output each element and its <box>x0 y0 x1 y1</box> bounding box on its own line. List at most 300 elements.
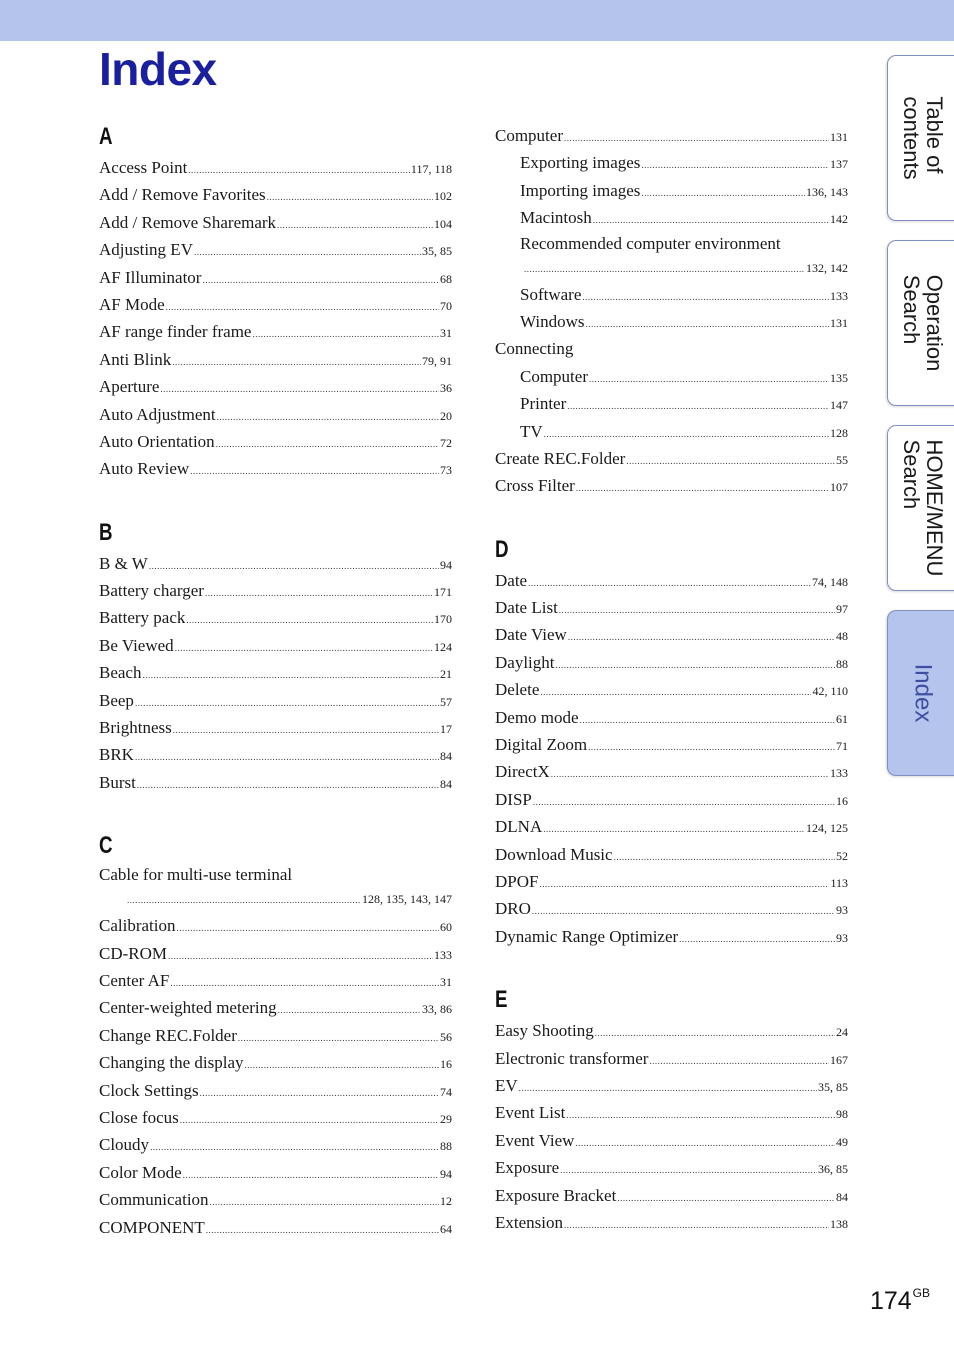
tab-home-menu-search[interactable] <box>887 425 954 591</box>
entry-page-ref[interactable]: 72 <box>440 435 452 450</box>
entry-page-ref[interactable]: 88 <box>836 656 848 671</box>
entry-label: Battery pack <box>99 608 186 628</box>
index-entry[interactable] <box>495 232 848 255</box>
entry-label: Change REC.Folder <box>99 1025 237 1045</box>
index-entry[interactable] <box>495 676 848 703</box>
dot-leader <box>172 349 421 376</box>
dot-leader <box>617 1185 835 1212</box>
index-entry[interactable] <box>99 769 452 796</box>
entry-label: Add / Remove Sharemark <box>99 212 277 232</box>
dot-leader <box>176 915 439 942</box>
dot-leader <box>582 284 829 311</box>
entry-label: Digital Zoom <box>495 735 588 755</box>
entry-page-ref[interactable]: 84 <box>440 749 452 764</box>
entry-label: Software <box>520 284 582 304</box>
entry-page-ref[interactable]: 98 <box>836 1107 848 1122</box>
entry-label: Exposure Bracket <box>495 1185 617 1205</box>
index-entry[interactable] <box>99 577 452 604</box>
dot-leader <box>588 734 835 761</box>
section-letter: E <box>495 986 508 1014</box>
dot-leader <box>533 789 835 816</box>
index-entry[interactable] <box>495 1099 848 1126</box>
index-entry[interactable] <box>99 1186 452 1213</box>
index-entry[interactable] <box>99 863 452 886</box>
index-entry[interactable] <box>495 567 848 594</box>
section-letter: C <box>99 832 113 860</box>
entry-page-ref[interactable]: 73 <box>440 463 452 478</box>
entry-page-ref[interactable]: 29 <box>440 1111 452 1126</box>
entry-page-ref[interactable]: 17 <box>440 722 452 737</box>
index-entry[interactable] <box>495 1182 848 1209</box>
entry-label: Cable for multi-use terminal <box>99 865 293 885</box>
header-bar <box>0 0 954 41</box>
entry-label: Delete <box>495 680 540 700</box>
index-entry[interactable] <box>99 401 452 428</box>
entry-label: Center-weighted metering <box>99 998 277 1018</box>
entry-page-ref[interactable]: 88 <box>440 1139 452 1154</box>
entry-label: Beach <box>99 663 142 683</box>
entry-page-ref[interactable]: 24 <box>836 1025 848 1040</box>
dot-leader <box>524 256 805 282</box>
dot-leader <box>539 871 829 898</box>
dot-leader <box>278 997 421 1024</box>
entry-label: Electronic transformer <box>495 1048 649 1068</box>
dot-leader <box>142 662 439 689</box>
index-entry[interactable] <box>495 868 848 895</box>
entry-page-ref[interactable]: 84 <box>440 776 452 791</box>
dot-leader <box>183 1162 439 1189</box>
dot-leader <box>595 1020 835 1047</box>
dot-leader <box>641 180 805 207</box>
tab-index[interactable] <box>887 610 954 776</box>
dot-leader <box>576 475 829 502</box>
entry-label: Connecting <box>495 339 574 359</box>
entry-label: DPOF <box>495 871 539 891</box>
index-entry-pages[interactable] <box>99 886 452 912</box>
dot-leader <box>593 207 829 234</box>
dot-leader <box>170 970 439 997</box>
entry-page-ref[interactable]: 94 <box>440 557 452 572</box>
tab-table-of-contents-label: Table of contents <box>899 96 947 180</box>
entry-label: EV <box>495 1075 518 1095</box>
dot-leader <box>180 1107 439 1134</box>
dot-leader <box>614 844 835 871</box>
entry-label: Clock Settings <box>99 1080 199 1100</box>
index-entry[interactable] <box>495 1017 848 1044</box>
entry-page-ref[interactable]: 31 <box>440 974 452 989</box>
section-letter: B <box>99 518 113 546</box>
entry-label: Event List <box>495 1103 566 1123</box>
index-entry[interactable] <box>495 445 848 472</box>
entry-label: Easy Shooting <box>495 1021 594 1041</box>
index-entry[interactable] <box>495 281 848 308</box>
entry-page-ref[interactable]: 79, 91 <box>422 353 452 368</box>
section-letter: A <box>99 123 113 150</box>
entry-page-ref[interactable]: 131 <box>830 130 848 144</box>
entry-label: Daylight <box>495 652 555 672</box>
entry-label: AF Mode <box>99 294 165 314</box>
entry-page-ref[interactable]: 131 <box>830 315 848 330</box>
entry-label: Printer <box>520 394 567 414</box>
index-entry[interactable] <box>495 122 848 149</box>
index-entry[interactable] <box>495 649 848 676</box>
entry-page-ref[interactable]: 52 <box>836 848 848 863</box>
entry-label: Add / Remove Favorites <box>99 185 266 205</box>
dot-leader <box>202 267 439 294</box>
entry-page-ref[interactable]: 33, 86 <box>422 1002 452 1017</box>
index-entry[interactable] <box>99 209 452 236</box>
entry-label: Cross Filter <box>495 476 575 496</box>
entry-label: Date <box>495 570 528 590</box>
index-entry[interactable] <box>99 1022 452 1049</box>
dot-leader <box>205 580 433 607</box>
entry-label: Battery charger <box>99 581 204 601</box>
index-entry[interactable] <box>99 659 452 686</box>
entry-label: Create REC.Folder <box>495 448 626 468</box>
entry-page-ref[interactable]: 147 <box>830 398 848 413</box>
entry-label: Calibration <box>99 916 176 936</box>
entry-label: Date View <box>495 625 567 645</box>
index-column-right <box>495 122 848 1236</box>
dot-leader <box>543 816 805 843</box>
entry-page-ref[interactable]: 16 <box>836 793 848 808</box>
entry-page-ref[interactable]: 124 <box>434 639 452 654</box>
entry-label: Auto Orientation <box>99 431 215 451</box>
entry-label: Close focus <box>99 1107 179 1127</box>
index-entry[interactable] <box>99 1077 452 1104</box>
dot-leader <box>559 597 835 624</box>
index-entry[interactable] <box>99 967 452 994</box>
dot-leader <box>551 761 829 788</box>
dot-leader <box>567 393 829 420</box>
index-entry[interactable] <box>495 786 848 813</box>
dot-leader <box>277 212 433 239</box>
index-entry[interactable] <box>495 363 848 390</box>
dot-leader <box>528 570 811 597</box>
index-entry[interactable] <box>99 550 452 577</box>
entry-page-ref[interactable]: 64 <box>440 1221 452 1236</box>
dot-leader <box>210 1189 439 1216</box>
dot-leader <box>135 744 439 771</box>
entry-label: DRO <box>495 899 531 919</box>
entry-label: Event View <box>495 1130 575 1150</box>
dot-leader <box>150 1134 439 1161</box>
dot-leader <box>160 376 439 403</box>
entry-page-ref[interactable]: 60 <box>440 920 452 935</box>
tab-index-label: Index <box>909 663 937 723</box>
dot-leader <box>585 311 829 338</box>
entry-label: Computer <box>495 126 563 145</box>
dot-leader <box>589 366 829 393</box>
index-column-left <box>99 120 452 1241</box>
entry-label: Color Mode <box>99 1162 182 1182</box>
entry-page-ref[interactable]: 42, 110 <box>812 684 848 699</box>
dot-leader <box>137 772 439 799</box>
dot-leader <box>188 157 410 184</box>
index-entry[interactable] <box>99 994 452 1021</box>
entry-label: Anti Blink <box>99 349 172 369</box>
entry-label: Center AF <box>99 970 170 990</box>
dot-leader <box>217 404 439 431</box>
entry-page-ref[interactable]: 128, 135, 143, 147 <box>362 892 452 907</box>
entry-page-ref[interactable]: 35, 85 <box>422 244 452 259</box>
index-entry[interactable] <box>99 687 452 714</box>
dot-leader <box>166 294 439 321</box>
dot-leader <box>200 1080 439 1107</box>
dot-leader <box>564 1212 829 1239</box>
index-entry-pages[interactable] <box>495 255 848 281</box>
section-letter: D <box>495 535 509 563</box>
dot-leader <box>679 926 835 953</box>
dot-leader <box>575 1130 835 1157</box>
entry-label: Cloudy <box>99 1135 150 1155</box>
entry-page-ref[interactable]: 36, 85 <box>818 1162 848 1177</box>
entry-label: Date List <box>495 598 558 618</box>
dot-leader <box>238 1025 439 1052</box>
entry-page-ref[interactable]: 68 <box>440 271 452 286</box>
entry-label: Beep <box>99 690 134 710</box>
entry-page-ref[interactable]: 12 <box>440 1194 452 1209</box>
entry-page-ref[interactable]: 21 <box>440 667 452 682</box>
entry-page-ref[interactable]: 49 <box>836 1134 848 1149</box>
dot-leader <box>540 679 811 706</box>
index-entry[interactable] <box>495 472 848 499</box>
index-entry[interactable] <box>99 236 452 263</box>
index-entry[interactable] <box>495 1127 848 1154</box>
entry-page-ref[interactable]: 142 <box>830 212 848 227</box>
dot-leader <box>216 431 439 458</box>
dot-leader <box>175 635 433 662</box>
entry-page-ref[interactable]: 74, 148 <box>812 574 848 589</box>
index-entry[interactable] <box>495 390 848 417</box>
dot-leader <box>127 887 361 913</box>
tab-table-of-contents[interactable] <box>887 55 954 221</box>
entry-label: Changing the display <box>99 1053 244 1073</box>
index-entry[interactable] <box>495 1045 848 1072</box>
index-entry[interactable] <box>495 923 848 950</box>
entry-label: Importing images <box>520 180 641 200</box>
index-entry[interactable] <box>495 841 848 868</box>
entry-label: Macintosh <box>520 208 592 228</box>
entry-label: Computer <box>520 366 588 386</box>
entry-page-ref[interactable]: 57 <box>440 694 452 709</box>
dot-leader <box>556 652 836 679</box>
index-entry[interactable] <box>99 912 452 939</box>
entry-page-ref[interactable]: 94 <box>440 1166 452 1181</box>
entry-page-ref[interactable]: 61 <box>836 711 848 726</box>
entry-page-ref[interactable]: 133 <box>434 947 452 962</box>
entry-label: Download Music <box>495 844 613 864</box>
index-entry[interactable] <box>99 373 452 400</box>
index-entry[interactable] <box>99 1049 452 1076</box>
entry-label: Adjusting EV <box>99 240 193 260</box>
entry-page-ref[interactable]: 97 <box>836 602 848 617</box>
dot-leader <box>519 1075 817 1102</box>
entry-page-ref[interactable]: 71 <box>836 739 848 754</box>
index-entry[interactable] <box>495 594 848 621</box>
entry-page-ref[interactable]: 102 <box>434 189 452 204</box>
entry-page-ref[interactable]: 104 <box>434 216 452 231</box>
entry-page-ref[interactable]: 113 <box>830 875 848 890</box>
entry-label: B & W <box>99 553 148 573</box>
index-entry[interactable] <box>99 741 452 768</box>
dot-leader <box>568 624 835 651</box>
entry-label: Dynamic Range Optimizer <box>495 926 679 946</box>
dot-leader <box>566 1102 835 1129</box>
index-entry[interactable] <box>99 264 452 291</box>
dot-leader <box>580 707 835 734</box>
entry-label: Brightness <box>99 718 172 738</box>
dot-leader <box>649 1048 829 1075</box>
index-entry[interactable] <box>495 335 848 362</box>
index-entry[interactable] <box>495 704 848 731</box>
entry-page-ref[interactable]: 170 <box>434 612 452 627</box>
index-entry[interactable] <box>495 731 848 758</box>
entry-label: Exposure <box>495 1158 560 1178</box>
index-entry[interactable] <box>495 813 848 840</box>
section-gap <box>99 483 452 510</box>
index-entry[interactable] <box>99 154 452 181</box>
entry-page-ref[interactable]: 132, 142 <box>806 260 848 275</box>
entry-label: BRK <box>99 745 134 765</box>
dot-leader <box>532 898 835 925</box>
entry-page-ref[interactable]: 84 <box>836 1189 848 1204</box>
index-entry[interactable] <box>495 1154 848 1181</box>
entry-page-ref[interactable]: 171 <box>434 585 452 600</box>
index-entry[interactable] <box>99 1159 452 1186</box>
tab-operation-search-label: Operation Search <box>899 274 947 372</box>
tab-home-menu-search-label: HOME/MENU Search <box>899 439 947 577</box>
index-entry[interactable] <box>99 181 452 208</box>
dot-leader <box>190 458 439 485</box>
entry-page-ref[interactable]: 124, 125 <box>806 821 848 836</box>
dot-leader <box>564 125 829 152</box>
index-entry[interactable] <box>99 1104 452 1131</box>
entry-label: Auto Adjustment <box>99 404 216 424</box>
entry-label: Extension <box>495 1212 563 1232</box>
page-title: Index <box>99 43 217 95</box>
entry-page-ref[interactable]: 167 <box>830 1052 848 1067</box>
entry-label: Aperture <box>99 377 160 397</box>
dot-leader <box>186 607 433 634</box>
entry-label: Access Point <box>99 158 188 177</box>
index-entry[interactable] <box>99 940 452 967</box>
entry-page-ref[interactable]: 128 <box>830 425 848 440</box>
entry-page-ref[interactable]: 136, 143 <box>806 184 848 199</box>
index-entry[interactable] <box>99 714 452 741</box>
dot-leader <box>149 553 439 580</box>
entry-page-ref[interactable]: 20 <box>440 408 452 423</box>
entry-label: DLNA <box>495 817 543 837</box>
entry-label: AF Illuminator <box>99 267 202 287</box>
entry-page-ref[interactable]: 35, 85 <box>818 1079 848 1094</box>
entry-page-ref[interactable]: 137 <box>830 157 848 172</box>
dot-leader <box>267 184 433 211</box>
entry-label: Communication <box>99 1190 209 1210</box>
index-entry[interactable] <box>99 346 452 373</box>
dot-leader <box>560 1157 817 1184</box>
entry-page-ref[interactable]: 55 <box>836 452 848 467</box>
index-entry[interactable] <box>99 1131 452 1158</box>
entry-page-ref[interactable]: 107 <box>830 480 848 495</box>
entry-label: AF range finder frame <box>99 322 252 342</box>
dot-leader <box>244 1052 439 1079</box>
entry-label: COMPONENT <box>99 1217 205 1237</box>
entry-label: Recommended computer environment <box>520 233 781 253</box>
entry-page-ref[interactable]: 133 <box>830 766 848 781</box>
tab-operation-search[interactable] <box>887 240 954 406</box>
entry-page-ref[interactable]: 74 <box>440 1084 452 1099</box>
entry-label: DirectX <box>495 762 550 782</box>
dot-leader <box>544 421 829 448</box>
index-entry[interactable] <box>99 455 452 482</box>
dot-leader <box>252 321 439 348</box>
dot-leader <box>626 448 835 475</box>
index-entry[interactable] <box>495 149 848 176</box>
index-entry[interactable] <box>99 291 452 318</box>
entry-page-ref[interactable]: 31 <box>440 326 452 341</box>
index-entry[interactable] <box>99 428 452 455</box>
dot-leader <box>168 943 433 970</box>
section-gap <box>495 950 848 977</box>
entry-label: Exporting images <box>520 153 641 173</box>
entry-page-ref[interactable]: 16 <box>440 1057 452 1072</box>
section-gap <box>99 796 452 823</box>
entry-label: CD-ROM <box>99 943 168 963</box>
dot-leader <box>194 239 421 266</box>
index-entry[interactable] <box>99 604 452 631</box>
index-entry[interactable] <box>495 418 848 445</box>
index-entry[interactable] <box>495 1209 848 1236</box>
entry-page-ref[interactable]: 36 <box>440 381 452 396</box>
entry-label: TV <box>520 421 543 441</box>
entry-page-ref[interactable]: 117, 118 <box>410 162 452 176</box>
section-gap <box>495 500 848 527</box>
page-number-suffix: GB <box>912 1286 930 1300</box>
entry-page-ref[interactable]: 135 <box>830 370 848 385</box>
entry-page-ref[interactable]: 70 <box>440 298 452 313</box>
entry-label: Auto Review <box>99 459 190 479</box>
entry-label: Be Viewed <box>99 635 174 655</box>
entry-label: Demo mode <box>495 707 579 727</box>
dot-leader <box>135 690 439 717</box>
entry-page-ref[interactable]: 133 <box>830 288 848 303</box>
index-entry[interactable] <box>495 895 848 922</box>
entry-page-ref[interactable]: 93 <box>836 903 848 918</box>
entry-page-ref[interactable]: 56 <box>440 1029 452 1044</box>
index-entry[interactable] <box>99 318 452 345</box>
index-entry[interactable] <box>495 177 848 204</box>
index-entry[interactable] <box>495 758 848 785</box>
entry-label: Burst <box>99 772 136 792</box>
dot-leader <box>641 152 829 179</box>
page-number <box>870 1286 930 1316</box>
dot-leader <box>206 1217 439 1244</box>
index-entry[interactable] <box>495 308 848 335</box>
index-entry[interactable] <box>495 204 848 231</box>
entry-page-ref[interactable]: 48 <box>836 629 848 644</box>
index-entry[interactable] <box>99 632 452 659</box>
page-number-value: 174 <box>869 1287 912 1315</box>
index-entry[interactable] <box>495 1072 848 1099</box>
index-entry[interactable] <box>495 621 848 648</box>
dot-leader <box>173 717 439 744</box>
entry-label: Windows <box>520 311 585 331</box>
entry-label: DISP <box>495 789 532 809</box>
index-entry[interactable] <box>99 1214 452 1241</box>
entry-page-ref[interactable]: 138 <box>830 1216 848 1231</box>
entry-page-ref[interactable]: 93 <box>836 930 848 945</box>
